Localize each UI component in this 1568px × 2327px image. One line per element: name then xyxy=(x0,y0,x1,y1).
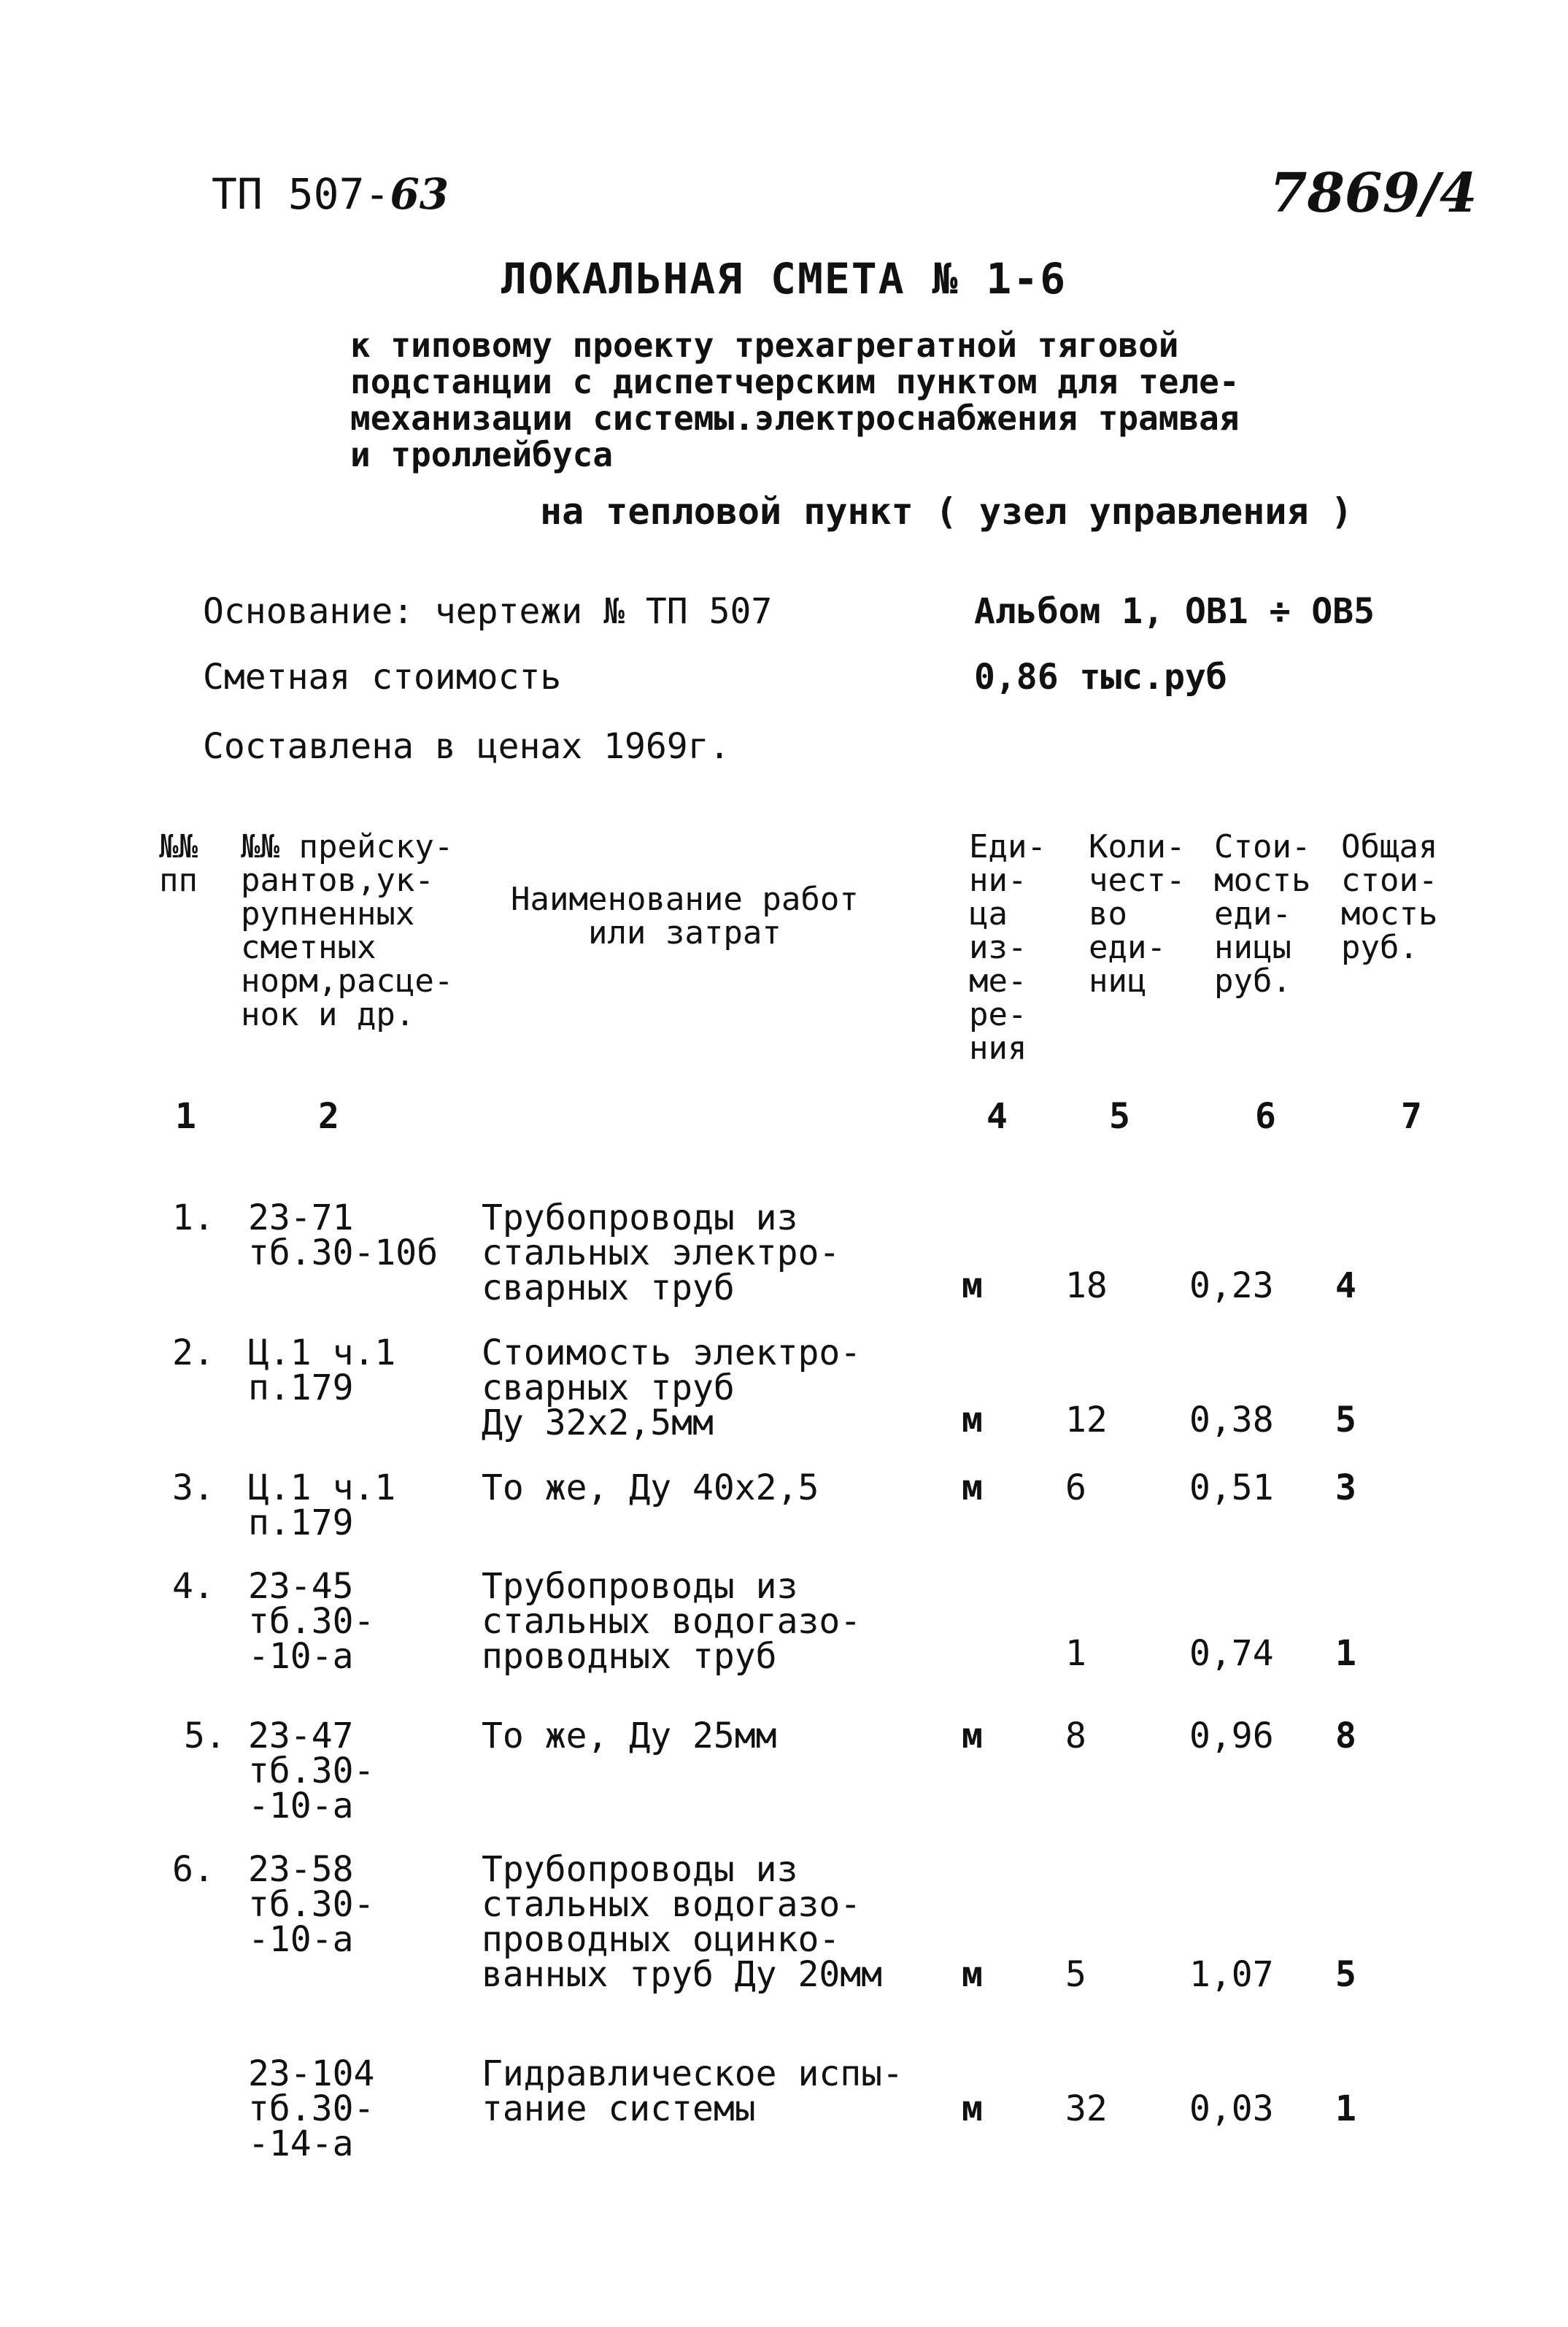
header-line: мость xyxy=(1214,862,1311,899)
code-line: тб.30- xyxy=(248,1751,375,1791)
row-code xyxy=(248,1332,396,1408)
row-total: 1 xyxy=(1335,1633,1356,1674)
row-code xyxy=(248,1467,396,1543)
name-line: Стоимость электро- xyxy=(482,1332,862,1373)
row-unit: м xyxy=(962,2088,983,2129)
column-number: 4 xyxy=(986,1096,1008,1137)
column-number: 5 xyxy=(1109,1096,1130,1137)
code-line: п.179 xyxy=(248,1502,354,1543)
row-unit: м xyxy=(962,1400,983,1440)
code-line: 23-47 xyxy=(248,1716,354,1756)
row-unit: м xyxy=(962,1265,983,1306)
row-quantity: 5 xyxy=(1065,1954,1086,1995)
row-quantity: 12 xyxy=(1065,1400,1108,1440)
header-line: стои- xyxy=(1341,862,1438,899)
header-line: руб. xyxy=(1214,962,1291,1000)
name-line: ванных труб Ду 20мм xyxy=(482,1954,883,1995)
estimate-target: на тепловой пункт ( узел управления ) xyxy=(540,490,1353,533)
name-line: стальных водогазо- xyxy=(482,1884,862,1925)
row-name xyxy=(482,1332,862,1443)
row-unit-price: 0,96 xyxy=(1189,1716,1274,1756)
code-line: -10-а xyxy=(248,1786,354,1826)
cost-label: Сметная стоимость xyxy=(203,657,562,698)
header-line: Общая xyxy=(1341,828,1438,865)
header-line: ния xyxy=(969,1030,1027,1067)
header-total xyxy=(1341,830,1437,965)
code-line: 23-45 xyxy=(248,1566,354,1607)
row-unit-price: 0,38 xyxy=(1189,1400,1274,1440)
row-number: 4. xyxy=(172,1566,215,1607)
name-line: Трубопроводы из xyxy=(482,1197,798,1238)
code-line: тб.30- xyxy=(248,1601,375,1642)
row-total: 4 xyxy=(1335,1265,1356,1306)
document-code xyxy=(212,169,449,219)
column-number: 6 xyxy=(1255,1096,1276,1137)
name-line: То же, Ду 25мм xyxy=(482,1716,777,1756)
row-number: 1. xyxy=(172,1197,215,1238)
page-title: ЛОКАЛЬНАЯ СМЕТА № 1-6 xyxy=(501,254,1067,304)
basis-value: Альбом 1, ОВ1 ÷ ОВ5 xyxy=(974,591,1375,632)
code-line: Ц.1 ч.1 xyxy=(248,1467,396,1508)
name-line: Трубопроводы из xyxy=(482,1566,798,1607)
header-line: Еди- xyxy=(969,828,1046,865)
code-line: 23-104 xyxy=(248,2053,375,2094)
header-line: сметных xyxy=(241,929,376,966)
name-line: проводных труб xyxy=(482,1636,777,1677)
header-line: ме- xyxy=(969,962,1027,1000)
subtitle xyxy=(350,327,1240,473)
row-total: 3 xyxy=(1335,1467,1356,1508)
cost-value: 0,86 тыс.руб xyxy=(974,657,1227,698)
row-unit-price: 0,23 xyxy=(1189,1265,1274,1306)
row-total: 5 xyxy=(1335,1954,1356,1995)
row-unit-price: 0,03 xyxy=(1189,2088,1274,2129)
code-line: тб.30-10б xyxy=(248,1232,439,1273)
header-line: ницы xyxy=(1214,929,1291,966)
column-number: 2 xyxy=(318,1096,339,1137)
column-number: 7 xyxy=(1401,1096,1422,1137)
header-line: норм,расце- xyxy=(241,962,454,1000)
code-line: п.179 xyxy=(248,1367,354,1408)
code-line: Ц.1 ч.1 xyxy=(248,1332,396,1373)
subtitle-line: подстанции с диспетчерским пунктом для теле- xyxy=(350,362,1240,401)
row-quantity: 1 xyxy=(1065,1633,1086,1674)
row-unit: м xyxy=(962,1954,983,1995)
header-line: ни- xyxy=(969,862,1027,899)
header-line: нок и др. xyxy=(241,996,415,1033)
header-line: руб. xyxy=(1341,929,1418,966)
header-qty xyxy=(1089,830,1185,998)
header-line: во xyxy=(1089,895,1127,933)
header-line: Коли- xyxy=(1089,828,1186,865)
name-line: Ду 32х2,5мм xyxy=(482,1402,714,1443)
row-unit-price: 0,74 xyxy=(1189,1633,1274,1674)
code-line: 23-58 xyxy=(248,1849,354,1890)
prices-label: Составлена в ценах 1969г. xyxy=(203,726,730,767)
basis-label: Основание: чертежи № ТП 507 xyxy=(203,591,773,632)
header-line: еди- xyxy=(1214,895,1291,933)
row-name xyxy=(482,1849,883,1995)
row-quantity: 8 xyxy=(1065,1716,1086,1756)
code-line: тб.30- xyxy=(248,2088,375,2129)
row-name xyxy=(482,1197,841,1308)
header-line: пп xyxy=(159,862,198,899)
header-name xyxy=(511,883,859,950)
subtitle-line: механизации системы.электроснабжения трамвая xyxy=(350,398,1240,438)
header-price xyxy=(1214,830,1310,998)
header-line: чест- xyxy=(1089,862,1186,899)
header-line: №№ xyxy=(159,828,198,865)
row-number: 6. xyxy=(172,1849,215,1890)
name-line: стальных водогазо- xyxy=(482,1601,862,1642)
subtitle-line: и троллейбуса xyxy=(350,435,614,474)
row-number: 2. xyxy=(172,1332,215,1373)
name-line: стальных электро- xyxy=(482,1232,841,1273)
row-name xyxy=(482,1716,777,1756)
row-unit: м xyxy=(962,1716,983,1756)
header-line: мость xyxy=(1341,895,1438,933)
header-line: еди- xyxy=(1089,929,1166,966)
header-line: Стои- xyxy=(1214,828,1311,865)
name-line: сварных труб xyxy=(482,1367,735,1408)
header-line: Наименование работ xyxy=(511,881,859,918)
column-number: 1 xyxy=(175,1096,196,1137)
code-line: -10-а xyxy=(248,1636,354,1677)
row-code xyxy=(248,1849,375,1960)
row-code xyxy=(248,1566,375,1677)
code-line: -10-а xyxy=(248,1919,354,1960)
row-name xyxy=(482,1566,862,1677)
row-code xyxy=(248,1718,374,1824)
name-line: сварных труб xyxy=(482,1267,735,1308)
row-total: 5 xyxy=(1335,1400,1356,1440)
name-line: То же, Ду 40х2,5 xyxy=(482,1467,819,1508)
row-number: 5. xyxy=(184,1716,226,1756)
row-unit-price: 0,51 xyxy=(1189,1467,1274,1508)
header-line: рантов,ук- xyxy=(241,862,434,899)
row-unit: м xyxy=(962,1467,983,1508)
name-line: проводных оцинко- xyxy=(482,1919,841,1960)
row-total: 1 xyxy=(1335,2088,1356,2129)
row-name xyxy=(482,1467,819,1508)
document-number: 7869/4 xyxy=(1270,162,1478,225)
name-line: тание системы xyxy=(482,2088,756,2129)
row-quantity: 18 xyxy=(1065,1265,1108,1306)
name-line: Трубопроводы из xyxy=(482,1849,798,1890)
header-no xyxy=(159,830,198,898)
header-line: или затрат xyxy=(587,914,781,952)
header-unit xyxy=(969,830,1046,1065)
name-line: Гидравлическое испы- xyxy=(482,2053,903,2094)
header-line: ниц xyxy=(1089,962,1147,1000)
row-quantity: 32 xyxy=(1065,2088,1108,2129)
header-line: рупненных xyxy=(241,895,415,933)
row-total: 8 xyxy=(1335,1716,1356,1756)
subtitle-line: к типовому проекту трехагрегатной тяговой xyxy=(350,325,1179,365)
header-line: ца xyxy=(969,895,1008,933)
header-line: ре- xyxy=(969,996,1027,1033)
row-code xyxy=(248,2053,375,2164)
code-line: -14-а xyxy=(248,2123,354,2164)
row-code xyxy=(248,1197,439,1273)
header-line: из- xyxy=(969,929,1027,966)
code-line: 23-71 xyxy=(248,1197,354,1238)
row-unit-price: 1,07 xyxy=(1189,1954,1274,1995)
row-name xyxy=(482,2053,903,2129)
document-code-prefix: ТП 507- xyxy=(212,169,390,219)
code-line: тб.30- xyxy=(248,1884,375,1925)
document-code-suffix: 63 xyxy=(390,169,449,219)
row-number: 3. xyxy=(172,1467,215,1508)
row-quantity: 6 xyxy=(1065,1467,1086,1508)
header-code xyxy=(241,830,453,1032)
header-line: №№ прейску- xyxy=(241,828,454,865)
